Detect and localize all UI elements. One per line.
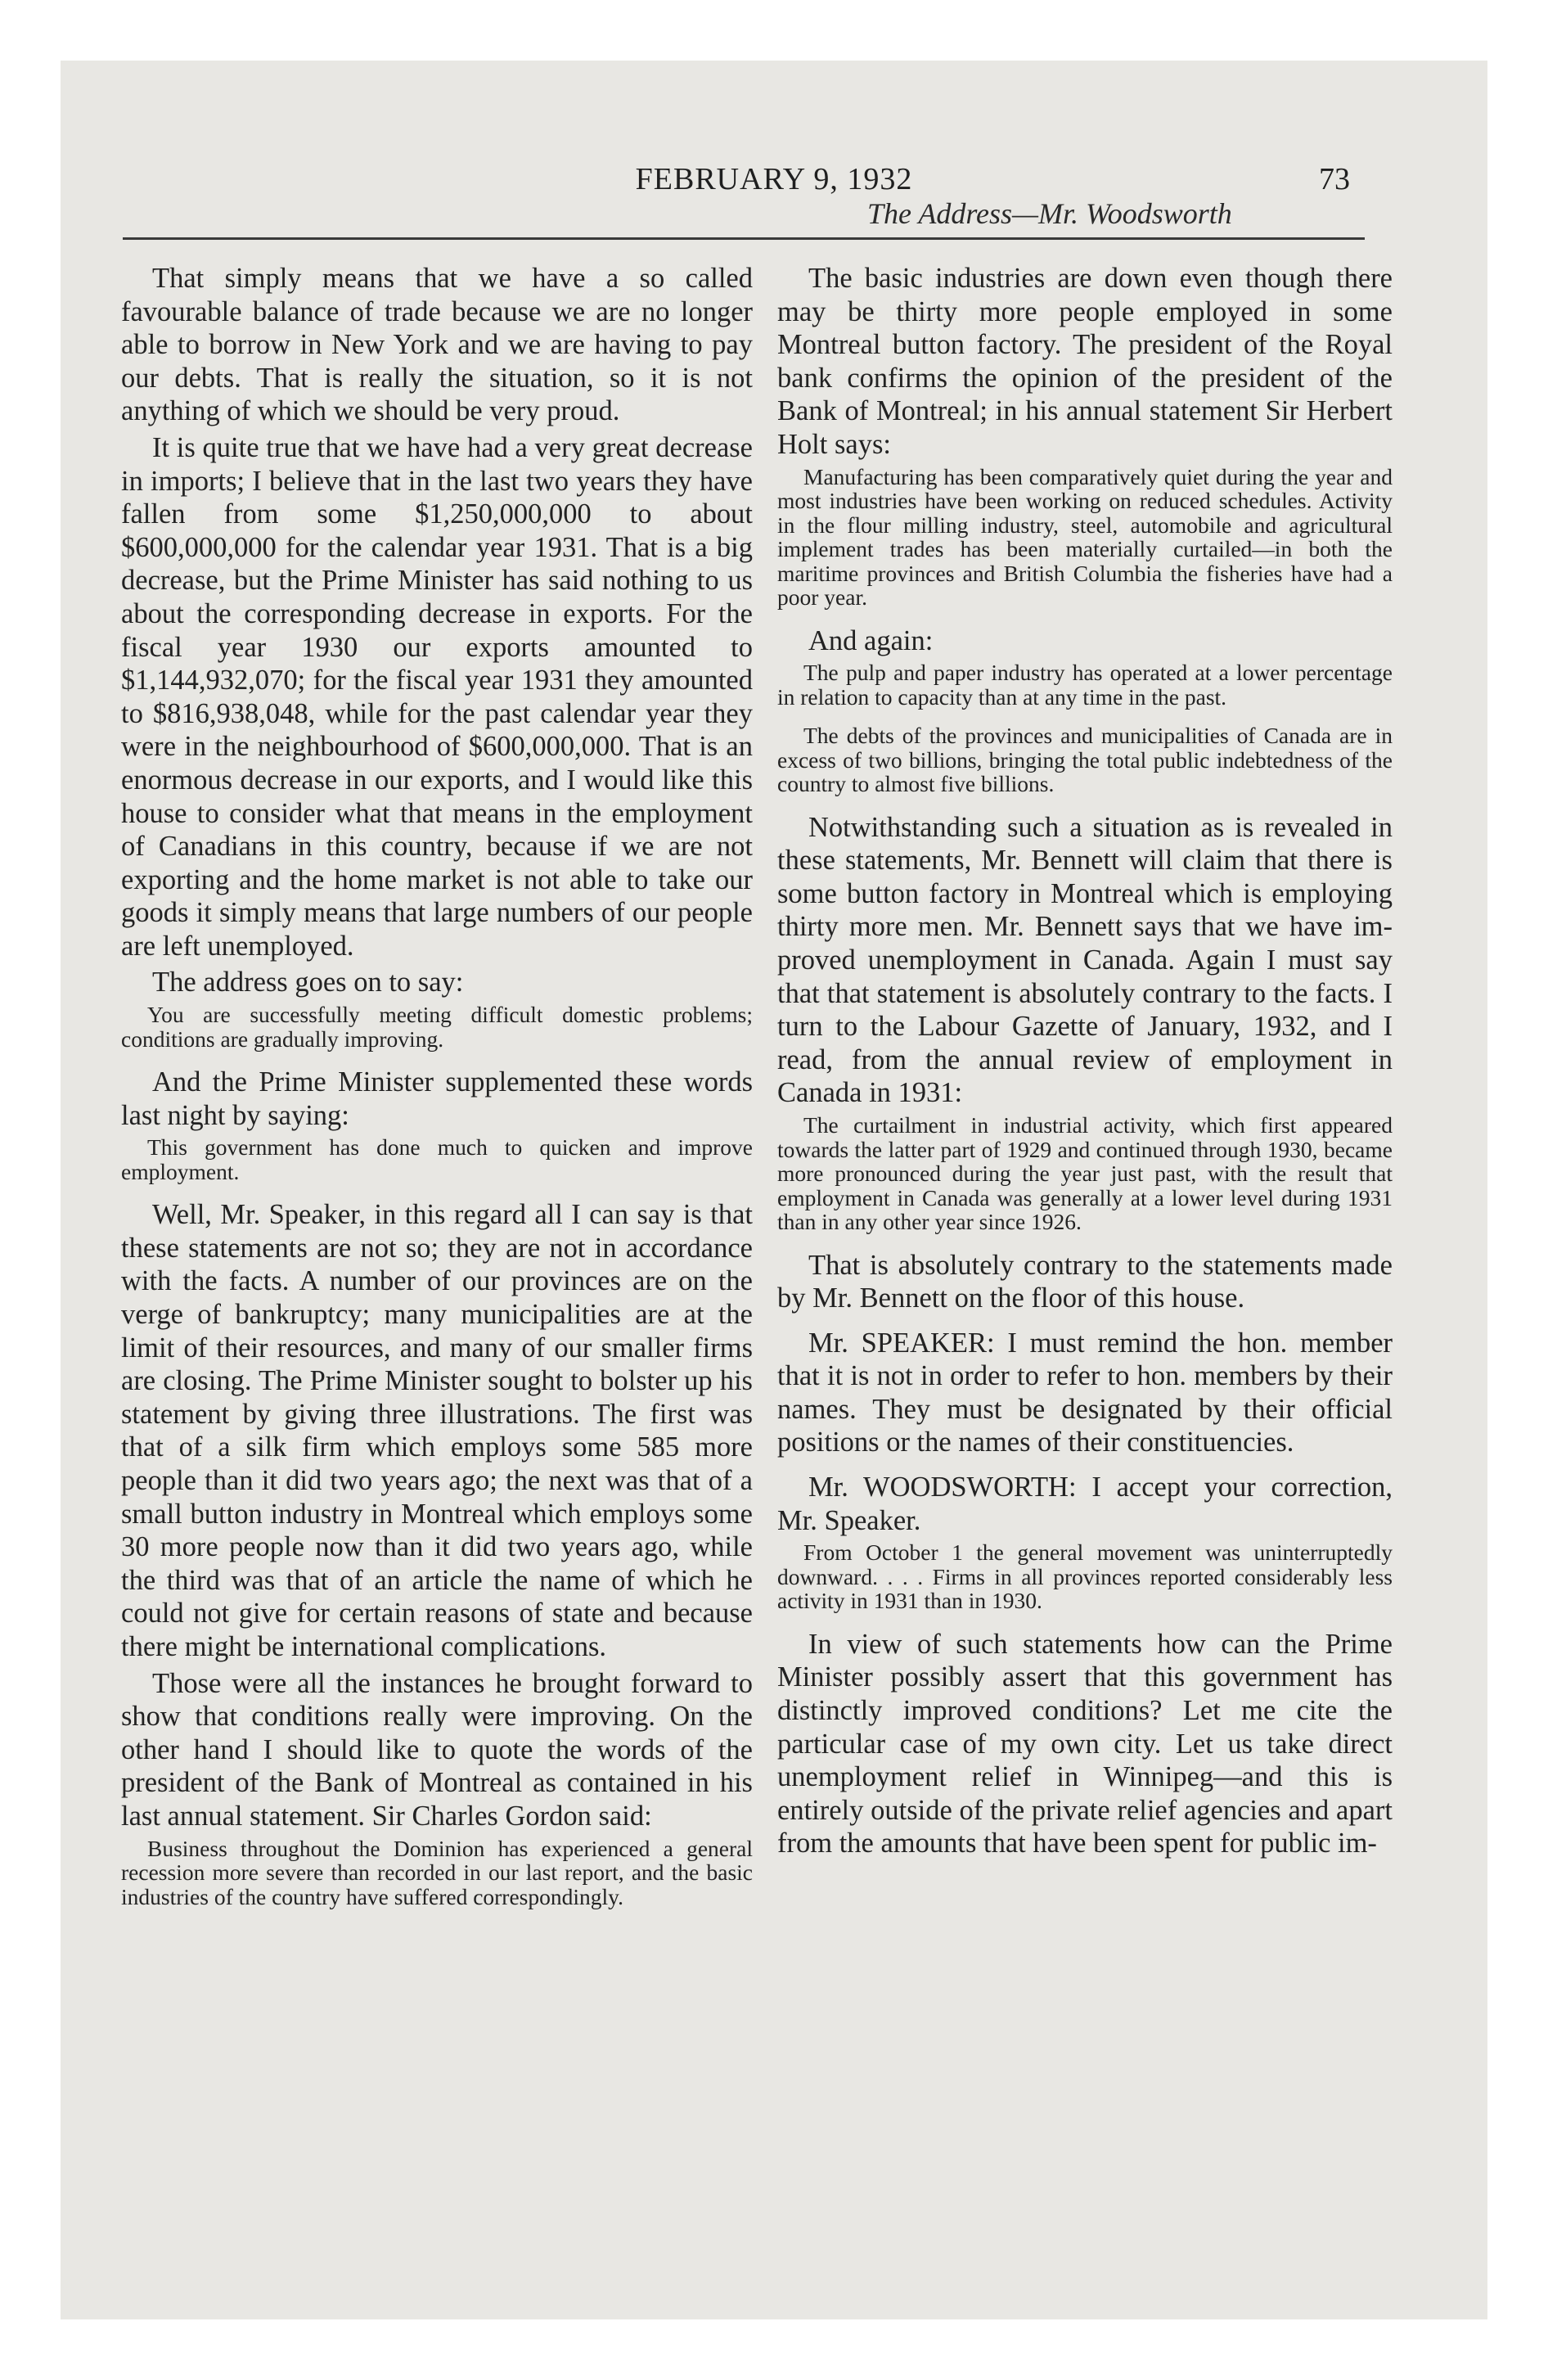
paragraph: Notwithstanding such a situation as is revealed in these statements, Mr. Bennett will claim that there is some button factory in Montreal which is employing thirty more men. Mr. Bennett says that we have improved unemployment in Canada. Again I must say that that statement is absolutely contrary to the facts. I turn to the Labour Gazette of January, 1932, and I read, from the annual review of employment in Canada in 1931: <box>777 811 1393 1109</box>
quoted-passage: The curtailment in industrial activity, which first appeared towards the latter part of 1929 and continued through 1930, became more pronounced during the year just past, with the result that employment in Canada was generally at a lower level during 1931 than in any other year since 1926. <box>777 1112 1393 1234</box>
left-column <box>121 262 753 2283</box>
page-number: 73 <box>1319 162 1350 196</box>
quoted-passage: From October 1 the general movement was uninterruptedly downward. . . . Firms in all provinces reported considerably less activity in 1931 than in 1930. <box>777 1539 1393 1614</box>
paragraph: In view of such statements how can the Prime Minister possibly assert that this government has distinctly improved conditions? Let me cite the particular case of my own city. Let us take direct unemployment relief in Winnipeg—and this is entirely outside of the private relief agencies and apart from the amounts that have been spent for public im- <box>777 1628 1393 1859</box>
paragraph: Mr. SPEAKER: I must remind the hon. member that it is not in order to refer to hon. members by their names. They must be designated by their official positions or the names of their constituencies. <box>777 1327 1393 1458</box>
quoted-passage: Manufacturing has been comparatively quiet during the year and most industries have been working on reduced schedules. Activity in the flour milling industry, steel, automobile and agricultural implement trades has been materially curtailed—in both the maritime provinces and British Columbia the fisheries have had a poor year. <box>777 463 1393 611</box>
quoted-passage: This government has done much to quicken and improve employment. <box>121 1134 753 1184</box>
paragraph: And the Prime Minister supplemented these words last night by saying: <box>121 1066 753 1131</box>
quoted-passage: You are successfully meeting difficult domestic problems; conditions are gradually improving. <box>121 1002 753 1052</box>
paragraph: Mr. WOODSWORTH: I accept your correction, Mr. Speaker. <box>777 1472 1393 1536</box>
quoted-passage: Business throughout the Dominion has experienced a general recession more severe than recorded in our last report, and the basic industries of the country have suffered correspondingly. <box>121 1835 753 1909</box>
paragraph: That is absolutely contrary to the statements made by Mr. Bennett on the floor of this house. <box>777 1249 1393 1314</box>
paragraph: That simply means that we have a so called favourable balance of trade because we are no longer able to borrow in New York and we are having to pay our debts. That is really the situation, so it is not anything of which we should be very proud. <box>121 263 753 427</box>
header-rule <box>123 237 1365 240</box>
paragraph: It is quite true that we have had a very great decrease in imports; I believe that in the last two years they have fallen from some $1,250,000,000 to about $600,000,000 for the calendar year 1931. That is a big decrease, but the Prime Minister has said nothing to us about the corresponding decrease in exports. For the fiscal year 1930 our exports amounted to $1,144,932,070; for the fiscal year 1931 they amounted to $816,938,048, while for the past calendar year they were in the neighbourhood of $600,000,000. That is an enormous decrease in our exports, and I would like this house to consider what that means in the employment of Canadians in this country, because if we are not exporting and the home market is not able to take our goods it simply means that large numbers of our people are left unemployed. <box>121 431 753 962</box>
paragraph: Well, Mr. Speaker, in this regard all I can say is that these statements are not so; they are not in accordance with the facts. A number of our provinces are on the verge of bankruptcy; many municipalities are at the limit of their resources, and many of our smaller firms are closing. The Prime Minister sought to bolster up his statement by giving three illustrations. The first was that of a silk firm which employs some 585 more people than it did two years ago; the next was that of a small button industry in Montreal which employs some 30 more people now than it did two years ago, while the third was that of an article the name of which he could not give for certain reasons of state and because there might be international complications. <box>121 1199 753 1662</box>
quoted-passage: The pulp and paper industry has operated at a lower percentage in relation to capacity than at any time in the past. <box>777 660 1393 710</box>
page-subtitle: The Address—Mr. Woodsworth <box>867 197 1232 230</box>
paragraph: The basic industries are down even though there may be thirty more people employed in some Montreal button factory. The president of the Royal bank confirms the opinion of the president of the Bank of Montreal; in his annual statement Sir Herbert Holt says: <box>777 263 1393 460</box>
page-date: FEBRUARY 9, 1932 <box>635 162 913 196</box>
paragraph: Those were all the instances he brought forward to show that conditions really were improving. On the other hand I should like to quote the words of the president of the Bank of Montreal as contained in his last annual statement. Sir Charles Gordon said: <box>121 1667 753 1832</box>
paragraph: The address goes on to say: <box>152 967 464 998</box>
paragraph: And again: <box>808 624 934 656</box>
quoted-passage: The debts of the provinces and municipalities of Canada are in excess of two billions, bringing the total public indebtedness of the country to almost five billions. <box>777 723 1393 797</box>
right-column <box>777 262 1393 2283</box>
